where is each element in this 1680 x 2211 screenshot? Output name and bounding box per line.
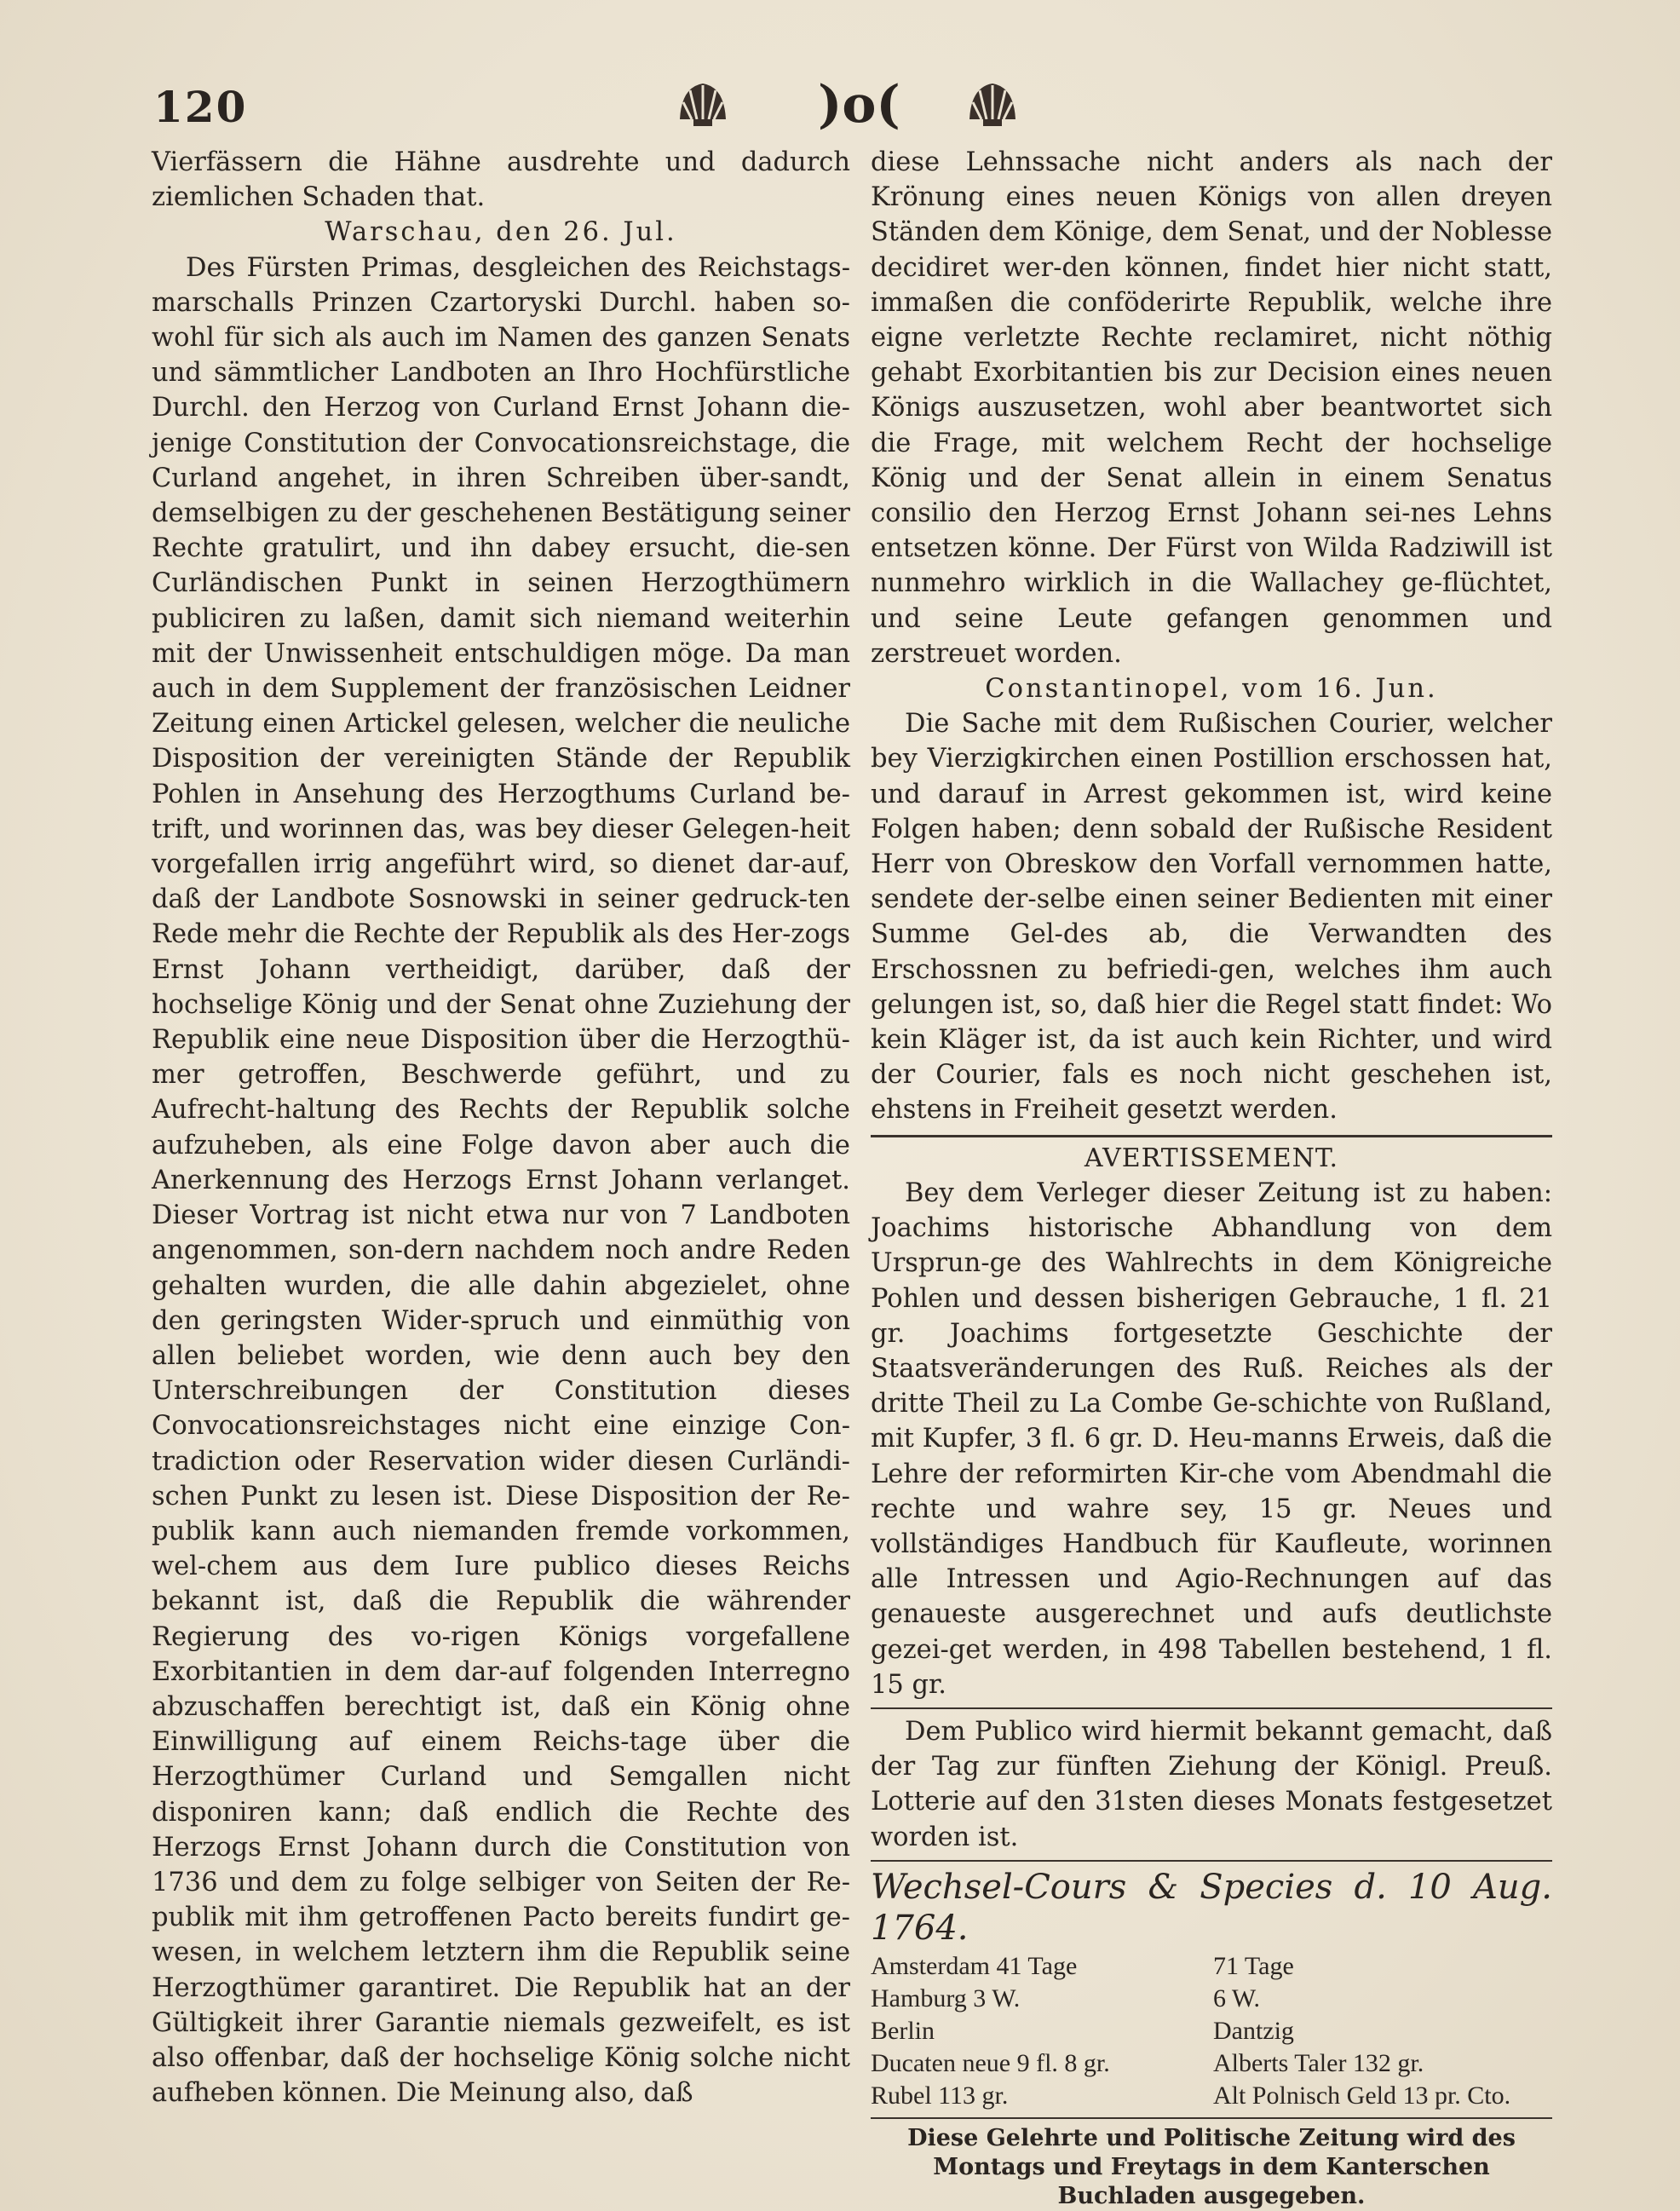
publication-note: Diese Gelehrte und Politische Zeitung wird des Montags und Freytags in dem Kanterschen Buchladen ausgegeben. bbox=[907, 2124, 1516, 2209]
table-row bbox=[871, 2015, 1552, 2047]
rate-cell: Alberts Taler 132 gr. bbox=[1212, 2048, 1424, 2077]
article-continuation: Vierfässern die Hähne ausdrehte und dadurch ziemlichen Schaden that. bbox=[152, 147, 850, 213]
avertissement-title: AVERTISSEMENT. bbox=[1084, 1143, 1339, 1173]
rate-cell: Hamburg 3 W. bbox=[871, 1984, 1021, 2012]
section-divider bbox=[871, 1707, 1552, 1709]
rate-cell: Amsterdam 41 Tage bbox=[871, 1951, 1078, 1980]
dateline-constantinopel: Constantinopel, vom 16. Jun. bbox=[985, 674, 1438, 705]
left-column bbox=[152, 145, 850, 2110]
exchange-rates-table bbox=[871, 1950, 1552, 2112]
dateline-warschau: Warschau, den 26. Jul. bbox=[325, 217, 677, 248]
rate-cell: Dantzig bbox=[1212, 2016, 1294, 2045]
lottery-notice: Dem Publico wird hiermit bekannt gemacht, daß der Tag zur fünften Ziehung der Königl. Preuß. Lotterie auf den 31sten dieses Monats festgesetzet worden ist. bbox=[871, 1716, 1552, 1852]
rate-cell: Alt Polnisch Geld 13 pr. Cto. bbox=[1212, 2081, 1511, 2110]
page-header bbox=[153, 75, 1551, 143]
avertissement-text: Bey dem Verleger dieser Zeitung ist zu haben: Joachims historische Abhandlung von dem Ursprun-ge des Wahlrechts in dem Königreiche Pohlen und dessen bisherigen Gebrauche, 1 fl. 21 gr. Joachims fortgesetzte Geschichte der Staatsveränderungen des Ruß. Reiches als der dritte Theil zu La Combe Ge-schichte von Rußland, mit Kupfer, 3 fl. 6 gr. D. Heu-manns Erweis, daß die Lehre der reformirten Kir-che vom Abendmahl die rechte und wahre sey, 15 gr. Neues und vollständiges Handbuch für Kaufleute, worinnen alle Intressen und Agio-Rechnungen auf das genaueste ausgerechnet und aufs deutlichste gezei-get werden, in 498 Tabellen bestehend, 1 fl. 15 gr. bbox=[871, 1177, 1552, 1700]
rate-cell: 6 W. bbox=[1212, 1984, 1260, 2012]
table-row bbox=[871, 1950, 1552, 1983]
article-warschau-continued: diese Lehnssache nicht anders als nach der Krönung eines neuen Königs von allen dreyen Ständen dem Könige, dem Senat, und der Noblesse decidiret wer-den können, findet hier nicht statt, immaßen die conföderirte Republik, welche ihre eigne verletzte Rechte reclamiret, nicht nöthig gehabt Exorbitantien bis zur Decision eines neuen Königs auszusetzen, wohl aber beantwortet sich die Frage, mit welchem Recht der hochselige König und der Senat allein in einem Senatus consilio den Herzog Ernst Johann sei-nes Lehns entsetzen könne. Der Fürst von Wilda Radziwill ist nunmehro wirklich in die Wallachey ge-flüchtet, und seine Leute gefangen genommen und zerstreuet worden. bbox=[871, 147, 1552, 669]
page-number: 120 bbox=[153, 82, 248, 132]
rate-cell: Berlin bbox=[871, 2016, 935, 2045]
section-divider bbox=[871, 1860, 1552, 1862]
section-divider bbox=[871, 1135, 1552, 1137]
rate-cell: Rubel 113 gr. bbox=[871, 2081, 1009, 2110]
center-ornament: )o( bbox=[818, 75, 900, 135]
article-constantinopel: Die Sache mit dem Rußischen Courier, welcher bey Vierzigkirchen einen Postillion erschossen hat, und darauf in Arrest gekommen ist, wird keine Folgen haben; denn sobald der Rußische Resident Herr von Obreskow den Vorfall vernommen hatte, sendete der-selbe einen seiner Bedienten mit einer Summe Gel-des ab, die Verwandten des Erschossnen zu befriedi-gen, welches ihm auch gelungen ist, so, daß hier die Regel statt findet: Wo kein Kläger ist, da ist auch kein Richter, und wird der Courier, fals es noch nicht geschehen ist, ehstens in Freiheit gesetzt werden. bbox=[871, 709, 1552, 1126]
rate-cell: 71 Tage bbox=[1212, 1951, 1294, 1980]
rate-cell: Ducaten neue 9 fl. 8 gr. bbox=[871, 2048, 1110, 2077]
right-column bbox=[871, 145, 1552, 2211]
section-divider bbox=[871, 2117, 1552, 2119]
shell-ornament-icon bbox=[963, 75, 1022, 135]
table-row bbox=[871, 1983, 1552, 2015]
exchange-rates-title: Wechsel-Cours & Species d. 10 Aug. 1764. bbox=[871, 1867, 1552, 1948]
shell-ornament-icon bbox=[673, 75, 733, 135]
table-row bbox=[871, 2080, 1552, 2112]
article-warschau: Des Fürsten Primas, desgleichen des Reichstags-marschalls Prinzen Czartoryski Durchl. haben so-wohl für sich als auch im Namen des ganzen Senats und sämmtlicher Landboten an Ihro Hochfürstliche Durchl. den Herzog von Curland Ernst Johann die-jenige Constitution der Convocationsreichstage, die Curland angehet, in ihren Schreiben über-sandt, demselbigen zu der geschehenen Bestätigung seiner Rechte gratulirt, und ihn dabey ersucht, die-sen Curländischen Punkt in seinen Herzogthümern publiciren zu laßen, damit sich niemand weiterhin mit der Unwissenheit entschuldigen möge. Da man auch in dem Supplement der französischen Leidner Zeitung einen Artickel gelesen, welcher die neuliche Disposition der vereinigten Stände der Republik Pohlen in Ansehung des Herzogthums Curland be-trift, und worinnen das, was bey dieser Gelegen-heit vorgefallen irrig angeführt wird, so dienet dar-auf, daß der Landbote Sosnowski in seiner gedruck-ten Rede mehr die Rechte der Republik als des Her-zogs Ernst Johann vertheidigt, darüber, daß der hochselige König und der Senat ohne Zuziehung der Republik eine neue Disposition über die Herzogthü-mer getroffen, Beschwerde geführt, und zu Aufrecht-haltung des Rechts der Republik solche aufzuheben, als eine Folge davon aber auch die Anerkennung des Herzogs Ernst Johann verlanget. Dieser Vortrag ist nicht etwa nur von 7 Landboten angenommen, son-dern nachdem noch andre Reden gehalten wurden, die alle dahin abgezielet, ohne den geringsten Wider-spruch und einmüthig von allen beliebet worden, wie denn auch bey den Unterschreibungen der Constitution dieses Convocationsreichstages nicht eine einzige Con-tradiction oder Reservation wider diesen Curländi-schen Punkt zu lesen ist. Diese Disposition der Re-publik kann auch niemanden fremde vorkommen, wel-chem aus dem Iure publico dieses Reichs bekannt ist, daß die Republik die währender Regierung des vo-rigen Königs vorgefallene Exorbitantien in dem dar-auf folgenden Interregno abzuschaffen berechtigt ist, daß ein König ohne Einwilligung auf einem Reichs-tage über die Herzogthümer Curland und Semgallen nicht disponiren kann; daß endlich die Rechte des Herzogs Ernst Johann durch die Constitution von 1736 und dem zu folge selbiger von Seiten der Re-publik mit ihm getroffenen Pacto bereits fundirt ge-wesen, in welchem letztern ihm die Republik seine Herzogthümer garantiret. Die Republik hat an der Gültigkeit ihrer Garantie niemals gezweifelt, es ist also offenbar, daß der hochselige König solche nicht aufheben können. Die Meinung also, daß bbox=[152, 252, 850, 2109]
table-row bbox=[871, 2047, 1552, 2080]
